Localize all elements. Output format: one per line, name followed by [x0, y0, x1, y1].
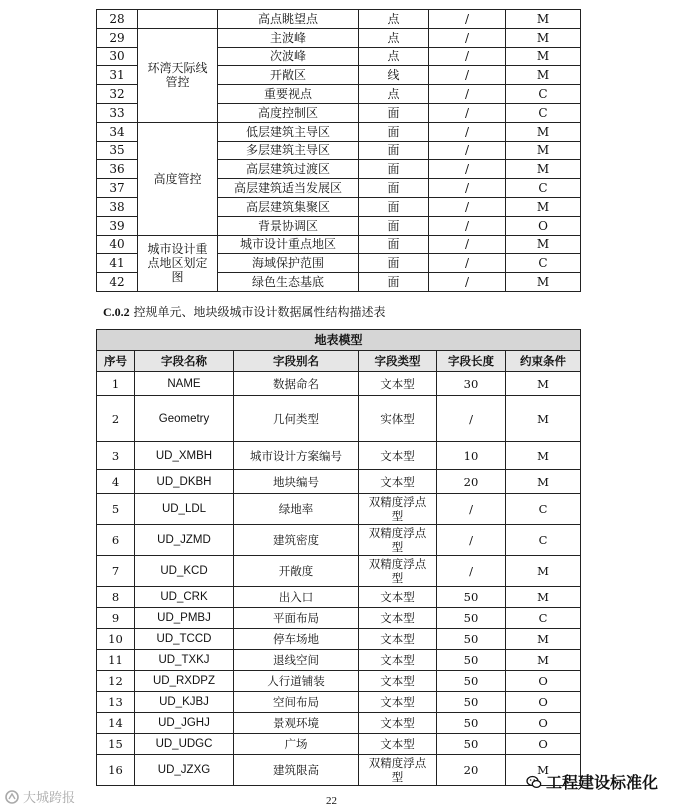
row-number: 39 — [97, 216, 138, 235]
field-name: 城市设计重点地区 — [218, 235, 359, 254]
row-number: 12 — [97, 671, 135, 692]
field-alias: 地块编号 — [234, 470, 359, 494]
row-number: 1 — [97, 372, 135, 396]
row-number: 13 — [97, 692, 135, 713]
watermark-left — [4, 787, 75, 806]
field-type: 文本型 — [359, 629, 437, 650]
row-number: 38 — [97, 197, 138, 216]
field-name: 高层建筑过渡区 — [218, 160, 359, 179]
geometry-type: 面 — [359, 122, 429, 141]
constraint: C — [506, 525, 581, 556]
table-row — [97, 470, 581, 494]
row-number: 15 — [97, 734, 135, 755]
field-type: 文本型 — [359, 713, 437, 734]
field-length: 50 — [437, 629, 506, 650]
field-alias: 开敞度 — [234, 556, 359, 587]
field-type: 文本型 — [359, 734, 437, 755]
geometry-type: 点 — [359, 47, 429, 66]
row-number: 36 — [97, 160, 138, 179]
constraint: M — [506, 755, 581, 786]
field-length: / — [429, 160, 506, 179]
field-name: 次波峰 — [218, 47, 359, 66]
table-title: 地表模型 — [97, 330, 581, 351]
row-number: 34 — [97, 122, 138, 141]
group-cell — [138, 10, 218, 29]
field-alias: 建筑密度 — [234, 525, 359, 556]
column-header: 序号 — [97, 351, 135, 372]
group-label: 图 — [171, 270, 184, 285]
table-row — [97, 235, 581, 254]
field-length: / — [437, 396, 506, 442]
row-number: 3 — [97, 442, 135, 470]
table-continuation — [96, 9, 581, 292]
field-type: 文本型 — [359, 608, 437, 629]
field-alias: 停车场地 — [234, 629, 359, 650]
table-row — [97, 671, 581, 692]
constraint: O — [506, 216, 581, 235]
geometry-type: 面 — [359, 235, 429, 254]
field-length: 50 — [437, 608, 506, 629]
constraint: M — [506, 47, 581, 66]
field-length: / — [429, 47, 506, 66]
field-name: UD_JGHJ — [135, 713, 234, 734]
row-number: 2 — [97, 396, 135, 442]
field-name: UD_KJBJ — [135, 692, 234, 713]
field-length: / — [429, 66, 506, 85]
caption-text: 控规单元、地块级城市设计数据属性结构描述表 — [129, 305, 386, 319]
table-row — [97, 755, 581, 786]
field-length: / — [437, 556, 506, 587]
constraint: M — [506, 372, 581, 396]
table-caption — [103, 303, 386, 320]
column-header: 字段名称 — [135, 351, 234, 372]
table-row — [97, 122, 581, 141]
geometry-type: 面 — [359, 160, 429, 179]
table-row — [97, 692, 581, 713]
constraint: M — [506, 587, 581, 608]
field-type: 双精度浮点型 — [359, 556, 437, 587]
logo-icon — [4, 789, 20, 805]
geometry-type: 点 — [359, 28, 429, 47]
field-alias: 绿地率 — [234, 494, 359, 525]
field-length: / — [429, 273, 506, 292]
field-alias: 几何类型 — [234, 396, 359, 442]
table-row — [97, 372, 581, 396]
constraint: O — [506, 713, 581, 734]
field-type: 文本型 — [359, 470, 437, 494]
row-number: 33 — [97, 103, 138, 122]
field-type: 双精度浮点型 — [359, 755, 437, 786]
field-alias: 出入口 — [234, 587, 359, 608]
constraint: M — [506, 160, 581, 179]
group-label: 管控 — [165, 75, 190, 90]
field-alias: 退线空间 — [234, 650, 359, 671]
field-name: UD_LDL — [135, 494, 234, 525]
table-row — [97, 396, 581, 442]
field-length: 20 — [437, 470, 506, 494]
geometry-type: 面 — [359, 273, 429, 292]
row-number: 30 — [97, 47, 138, 66]
row-number: 28 — [97, 10, 138, 29]
geometry-type: 面 — [359, 179, 429, 198]
constraint: M — [506, 556, 581, 587]
constraint: C — [506, 254, 581, 273]
field-type: 文本型 — [359, 692, 437, 713]
field-length: 30 — [437, 372, 506, 396]
field-alias: 人行道铺装 — [234, 671, 359, 692]
table-row — [97, 525, 581, 556]
table-row — [97, 587, 581, 608]
row-number: 16 — [97, 755, 135, 786]
row-number: 14 — [97, 713, 135, 734]
table-row — [97, 494, 581, 525]
field-name: 主波峰 — [218, 28, 359, 47]
field-alias: 平面布局 — [234, 608, 359, 629]
table-row — [97, 734, 581, 755]
field-name: UD_JZXG — [135, 755, 234, 786]
group-label: 城市设计重 — [147, 242, 208, 257]
field-length: / — [429, 122, 506, 141]
table-row — [97, 713, 581, 734]
field-length: / — [429, 179, 506, 198]
group-label: 点地区划定 — [147, 256, 208, 271]
constraint: M — [506, 10, 581, 29]
field-name: 重要视点 — [218, 85, 359, 104]
constraint: O — [506, 734, 581, 755]
group-skyline — [138, 28, 218, 122]
row-number: 29 — [97, 28, 138, 47]
field-type: 文本型 — [359, 372, 437, 396]
field-length: / — [429, 103, 506, 122]
constraint: M — [506, 235, 581, 254]
constraint: M — [506, 66, 581, 85]
field-type: 双精度浮点型 — [359, 525, 437, 556]
field-name: 高点眺望点 — [218, 10, 359, 29]
field-length: 50 — [437, 587, 506, 608]
constraint: M — [506, 273, 581, 292]
row-number: 4 — [97, 470, 135, 494]
constraint: C — [506, 85, 581, 104]
constraint: M — [506, 396, 581, 442]
constraint: M — [506, 629, 581, 650]
field-type: 实体型 — [359, 396, 437, 442]
group-height: 高度管控 — [138, 122, 218, 235]
field-name: UD_UDGC — [135, 734, 234, 755]
field-length: / — [437, 494, 506, 525]
attribute-table — [96, 329, 581, 786]
field-type: 文本型 — [359, 442, 437, 470]
geometry-type: 点 — [359, 85, 429, 104]
row-number: 11 — [97, 650, 135, 671]
field-length: 50 — [437, 734, 506, 755]
geometry-type: 面 — [359, 141, 429, 160]
field-type: 文本型 — [359, 671, 437, 692]
geometry-type: 面 — [359, 197, 429, 216]
geometry-type: 线 — [359, 66, 429, 85]
constraint: M — [506, 650, 581, 671]
group-key-area — [138, 235, 218, 291]
caption-code: C.0.2 — [103, 305, 130, 319]
field-alias: 建筑限高 — [234, 755, 359, 786]
field-length: / — [429, 85, 506, 104]
row-number: 31 — [97, 66, 138, 85]
constraint: M — [506, 442, 581, 470]
constraint: C — [506, 608, 581, 629]
constraint: M — [506, 470, 581, 494]
field-name: 高层建筑适当发展区 — [218, 179, 359, 198]
row-number: 35 — [97, 141, 138, 160]
constraint: C — [506, 494, 581, 525]
field-length: / — [437, 525, 506, 556]
field-length: 50 — [437, 713, 506, 734]
field-name: UD_XMBH — [135, 442, 234, 470]
row-number: 7 — [97, 556, 135, 587]
field-type: 双精度浮点型 — [359, 494, 437, 525]
field-alias: 广场 — [234, 734, 359, 755]
row-number: 40 — [97, 235, 138, 254]
constraint: M — [506, 197, 581, 216]
field-length: / — [429, 254, 506, 273]
field-type: 文本型 — [359, 650, 437, 671]
geometry-type: 面 — [359, 103, 429, 122]
page-number: 22 — [326, 795, 337, 807]
field-name: UD_CRK — [135, 587, 234, 608]
field-name: UD_PMBJ — [135, 608, 234, 629]
geometry-type: 面 — [359, 216, 429, 235]
field-alias: 景观环境 — [234, 713, 359, 734]
constraint: O — [506, 671, 581, 692]
field-name: 开敞区 — [218, 66, 359, 85]
constraint: M — [506, 122, 581, 141]
field-name: UD_TCCD — [135, 629, 234, 650]
row-number: 8 — [97, 587, 135, 608]
column-header: 字段长度 — [437, 351, 506, 372]
field-length: 50 — [437, 671, 506, 692]
row-number: 42 — [97, 273, 138, 292]
constraint: C — [506, 179, 581, 198]
column-header: 字段类型 — [359, 351, 437, 372]
field-length: / — [429, 141, 506, 160]
table-row — [97, 650, 581, 671]
field-name: 背景协调区 — [218, 216, 359, 235]
table-header-row — [97, 351, 581, 372]
table-row — [97, 442, 581, 470]
field-name: 绿色生态基底 — [218, 273, 359, 292]
row-number: 5 — [97, 494, 135, 525]
row-number: 41 — [97, 254, 138, 273]
field-type: 文本型 — [359, 587, 437, 608]
table-row — [97, 28, 581, 47]
field-length: / — [429, 197, 506, 216]
column-header: 字段别名 — [234, 351, 359, 372]
field-length: / — [429, 10, 506, 29]
table-row — [97, 556, 581, 587]
field-alias: 数据命名 — [234, 372, 359, 396]
field-alias: 城市设计方案编号 — [234, 442, 359, 470]
constraint: C — [506, 103, 581, 122]
field-length: / — [429, 28, 506, 47]
geometry-type: 面 — [359, 254, 429, 273]
row-number: 6 — [97, 525, 135, 556]
field-name: UD_TXKJ — [135, 650, 234, 671]
field-name: UD_RXDPZ — [135, 671, 234, 692]
geometry-type: 点 — [359, 10, 429, 29]
field-name: Geometry — [135, 396, 234, 442]
watermark-right — [526, 770, 658, 793]
field-length: 10 — [437, 442, 506, 470]
field-name: 低层建筑主导区 — [218, 122, 359, 141]
watermark-right-text: 工程建设标准化 — [546, 773, 659, 792]
field-length: 50 — [437, 692, 506, 713]
field-length: / — [429, 216, 506, 235]
row-number: 32 — [97, 85, 138, 104]
field-name: UD_KCD — [135, 556, 234, 587]
constraint: M — [506, 141, 581, 160]
watermark-left-text: 大城跨报 — [23, 791, 76, 806]
field-name: UD_DKBH — [135, 470, 234, 494]
table-row — [97, 608, 581, 629]
column-header: 约束条件 — [506, 351, 581, 372]
table-row — [97, 10, 581, 29]
table-row — [97, 629, 581, 650]
group-label: 环湾天际线 — [147, 61, 208, 76]
constraint: M — [506, 28, 581, 47]
field-name: 多层建筑主导区 — [218, 141, 359, 160]
field-length: 20 — [437, 755, 506, 786]
row-number: 37 — [97, 179, 138, 198]
wechat-icon — [526, 774, 542, 790]
field-length: / — [429, 235, 506, 254]
field-alias: 空间布局 — [234, 692, 359, 713]
row-number: 9 — [97, 608, 135, 629]
field-name: 海域保护范围 — [218, 254, 359, 273]
table-title-row — [97, 330, 581, 351]
field-name: 高度控制区 — [218, 103, 359, 122]
field-name: UD_JZMD — [135, 525, 234, 556]
field-name: NAME — [135, 372, 234, 396]
row-number: 10 — [97, 629, 135, 650]
field-name: 高层建筑集聚区 — [218, 197, 359, 216]
field-length: 50 — [437, 650, 506, 671]
constraint: O — [506, 692, 581, 713]
